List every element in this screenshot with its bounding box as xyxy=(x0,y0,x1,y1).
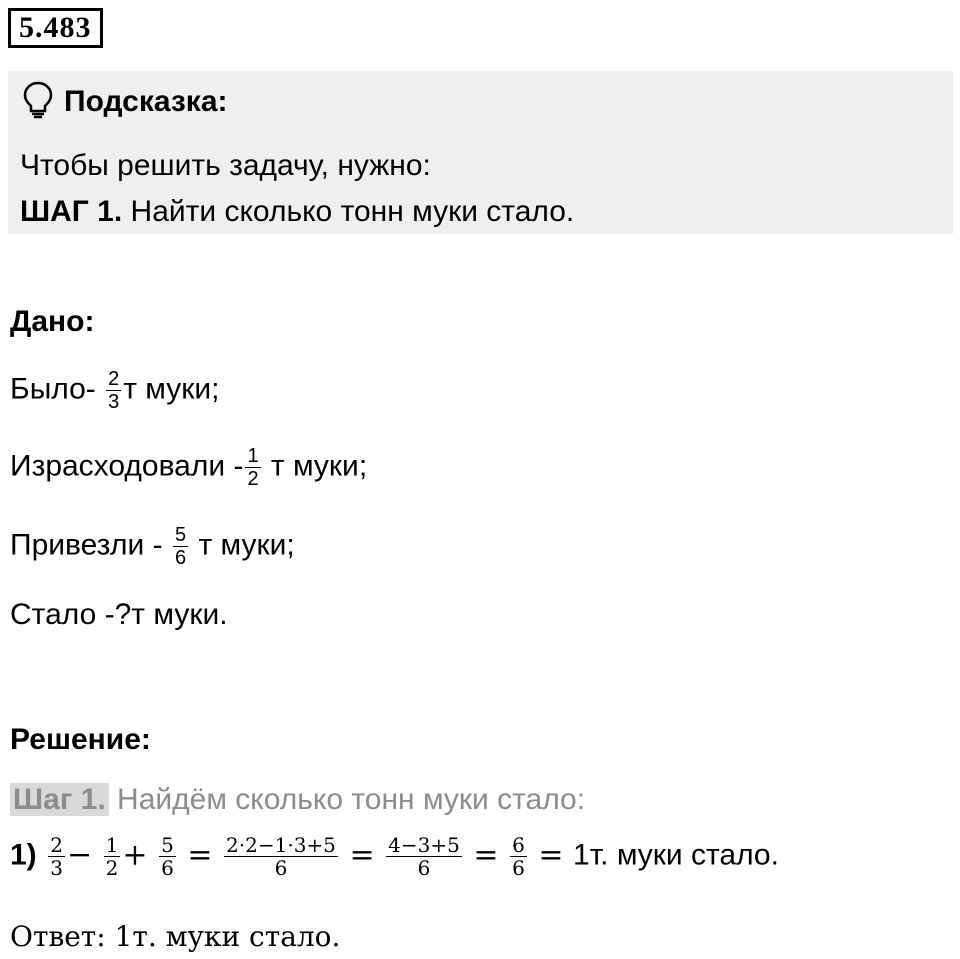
denominator: 2 xyxy=(105,856,119,880)
given-title: Дано: xyxy=(10,305,95,338)
problem-number: 5.483 xyxy=(8,8,103,48)
numerator: 2 xyxy=(50,833,63,857)
operator-minus: − xyxy=(66,837,93,873)
given-line-3-unit: т муки; xyxy=(190,528,295,562)
numerator: 2 xyxy=(108,368,120,390)
given-line-2 xyxy=(10,445,367,490)
equation-result: 1т. муки стало. xyxy=(573,838,779,872)
denominator: 3 xyxy=(108,391,120,413)
answer: Ответ: 1т. муки стало. xyxy=(10,920,341,953)
hint-step xyxy=(20,195,574,229)
denominator: 6 xyxy=(161,856,174,880)
equals-sign: = xyxy=(473,837,499,873)
given-line-3-label: Привезли - xyxy=(10,528,171,562)
given-line-1-label: Было- xyxy=(10,372,105,406)
solution-step-label: Шаг 1. xyxy=(10,783,109,816)
numerator: 6 xyxy=(512,833,525,857)
fraction-five-sixths xyxy=(173,524,188,569)
eq-fraction-1 xyxy=(48,834,65,879)
fraction-two-thirds xyxy=(106,368,121,413)
lightbulb-icon xyxy=(22,81,54,119)
given-line-2-label: Израсходовали - xyxy=(10,449,244,483)
fraction-one-half xyxy=(245,445,260,490)
given-line-1 xyxy=(10,368,220,413)
equation-index: 1) xyxy=(10,838,37,872)
numerator: 5 xyxy=(161,833,174,857)
eq-fraction-4 xyxy=(224,834,338,879)
hint-step-label: ШАГ 1. xyxy=(20,195,123,228)
denominator: 6 xyxy=(274,856,288,880)
eq-fraction-3 xyxy=(159,834,176,879)
given-line-2-unit: т муки; xyxy=(262,449,368,483)
equals-sign: = xyxy=(349,837,375,873)
denominator: 6 xyxy=(512,856,525,880)
solution-equation xyxy=(10,834,779,879)
solution-title: Решение: xyxy=(10,723,151,756)
solution-step-text: Найдём сколько тонн муки стало: xyxy=(108,783,586,816)
numerator: 4−3+5 xyxy=(388,833,460,857)
hint-step-text: Найти сколько тонн муки стало. xyxy=(122,195,575,228)
hint-intro: Чтобы решить задачу, нужно: xyxy=(20,149,431,182)
denominator: 6 xyxy=(174,547,187,569)
numerator: 1 xyxy=(105,833,119,857)
operator-plus: + xyxy=(122,837,148,873)
denominator: 2 xyxy=(247,468,259,490)
hint-box xyxy=(8,71,953,234)
hint-title: Подсказка: xyxy=(64,85,228,118)
equals-sign: = xyxy=(187,837,213,873)
eq-fraction-2 xyxy=(104,834,121,879)
given-line-1-unit: т муки; xyxy=(123,372,220,406)
denominator: 6 xyxy=(417,856,431,880)
numerator: 1 xyxy=(247,445,259,467)
denominator: 3 xyxy=(50,856,63,880)
numerator: 5 xyxy=(174,524,187,546)
eq-fraction-6 xyxy=(510,834,527,879)
numerator: 2·2−1·3+5 xyxy=(226,833,336,857)
equals-sign: = xyxy=(538,837,564,873)
solution-step-1 xyxy=(10,783,585,817)
given-line-4: Стало -?т муки. xyxy=(10,598,228,631)
eq-fraction-5 xyxy=(386,834,462,879)
given-line-3 xyxy=(10,524,295,569)
